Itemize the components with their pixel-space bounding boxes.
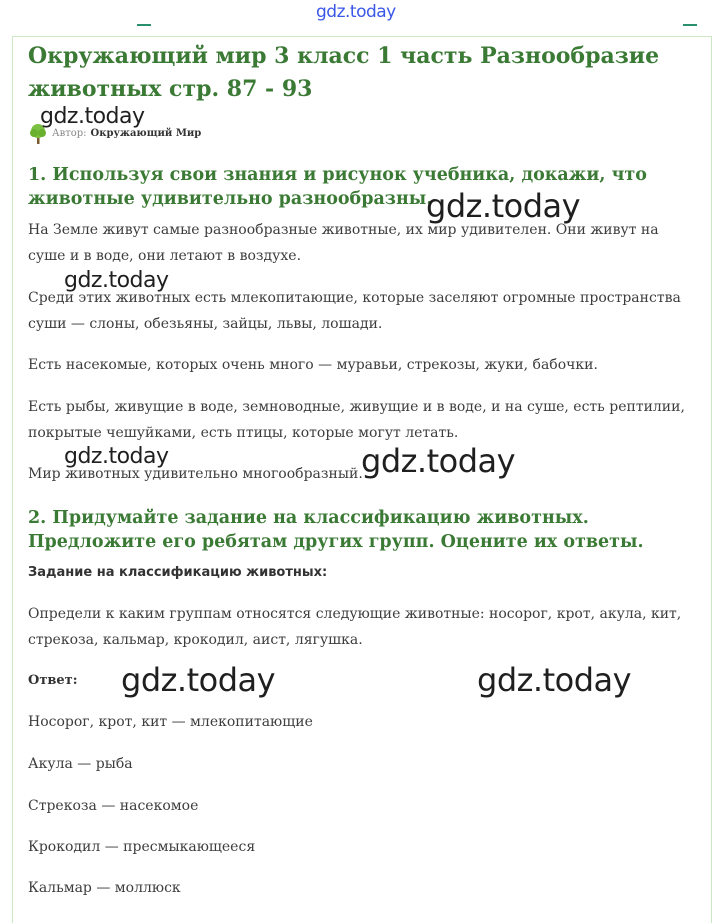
- answer-item: Кальмар — моллюск: [28, 880, 181, 896]
- content-frame-top: [12, 36, 712, 37]
- watermark: gdz.today: [64, 268, 169, 293]
- top-bar: [0, 0, 716, 36]
- paragraph: Есть рыбы, живущие в воде, земноводные, живущие и в воде, и на суше, есть рептилии, покрытые чешуйками, есть птицы, которые могут летать.: [28, 399, 685, 441]
- watermark: gdz.today: [426, 187, 581, 225]
- section-2-heading: 2. Придумайте задание на классификацию животных. Предложите его ребятам других групп. Оцените их ответы.: [28, 508, 644, 552]
- task-text: Определи к каким группам относятся следующие животные: носорог, крот, акула, кит, стрекоза, кальмар, крокодил, аист, лягушка.: [28, 606, 682, 648]
- watermark: gdz.today: [40, 104, 145, 129]
- answer-label: Ответ:: [28, 673, 78, 688]
- author-link[interactable]: Окружающий Мир: [90, 127, 202, 139]
- content-frame-right: [711, 36, 712, 923]
- watermark: gdz.today: [121, 661, 276, 699]
- page-title: Окружающий мир 3 класс 1 часть Разнообразие животных стр. 87 - 93: [28, 43, 660, 102]
- content-frame-left: [12, 36, 13, 923]
- answer-item: Акула — рыба: [28, 756, 133, 772]
- author-label: Автор:: [52, 127, 87, 139]
- paragraph: На Земле живут самые разнообразные животные, их мир удивителен. Они живут на суше и в воде, они летают в воздухе.: [28, 222, 659, 264]
- top-left-dash: [137, 24, 151, 26]
- paragraph: Среди этих животных есть млекопитающие, которые заселяют огромные пространства суши — слоны, обезьяны, зайцы, львы, лошади.: [28, 290, 681, 332]
- watermark: gdz.today: [361, 442, 516, 480]
- watermark: gdz.today: [477, 661, 632, 699]
- answer-item: Носорог, крот, кит — млекопитающие: [28, 714, 313, 730]
- top-right-dash: [683, 24, 697, 26]
- task-label: Задание на классификацию животных:: [28, 565, 328, 580]
- watermark: gdz.today: [64, 444, 169, 469]
- section-1-heading: 1. Используя свои знания и рисунок учебника, докажи, что животные удивительно разнообразны.: [28, 165, 647, 209]
- answer-item: Стрекоза — насекомое: [28, 798, 199, 814]
- top-watermark: gdz.today: [316, 2, 396, 22]
- paragraph: Есть насекомые, которых очень много — муравьи, стрекозы, жуки, бабочки.: [28, 357, 598, 373]
- answer-item: Крокодил — пресмыкающееся: [28, 839, 256, 855]
- paragraph: Мир животных удивительно многообразный.: [28, 466, 363, 482]
